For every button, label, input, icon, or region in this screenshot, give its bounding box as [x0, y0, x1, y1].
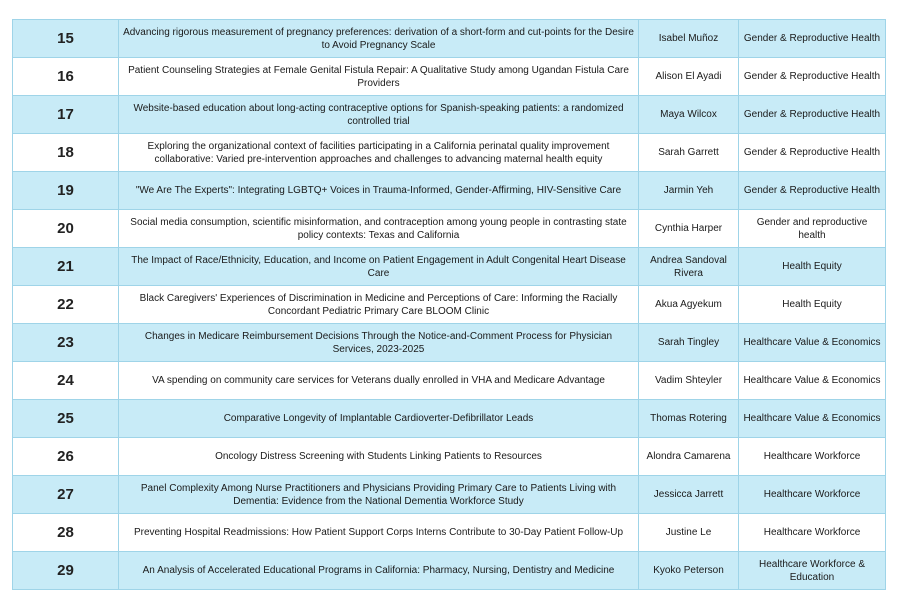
- poster-title: An Analysis of Accelerated Educational Programs in California: Pharmacy, Nursing, Dentistry and Medicine: [119, 552, 639, 590]
- presenter-name: Jarmin Yeh: [639, 172, 739, 210]
- presenter-name: Thomas Rotering: [639, 400, 739, 438]
- table-row: [13, 438, 886, 476]
- presenter-name: Cynthia Harper: [639, 210, 739, 248]
- row-number: 22: [13, 286, 119, 324]
- table-row: [13, 514, 886, 552]
- presenter-name: Alison El Ayadi: [639, 58, 739, 96]
- poster-title: Advancing rigorous measurement of pregnancy preferences: derivation of a short-form and cut-points for the Desire to Avoid Pregnancy Scale: [119, 20, 639, 58]
- category: Gender & Reproductive Health: [739, 96, 886, 134]
- poster-title: Social media consumption, scientific misinformation, and contraception among young people in contrasting state policy contexts: Texas and California: [119, 210, 639, 248]
- category: Gender & Reproductive Health: [739, 134, 886, 172]
- row-number: 21: [13, 248, 119, 286]
- presenter-name: Sarah Garrett: [639, 134, 739, 172]
- presenter-name: Andrea Sandoval Rivera: [639, 248, 739, 286]
- table-row: [13, 210, 886, 248]
- category: Healthcare Value & Economics: [739, 362, 886, 400]
- table-row: [13, 286, 886, 324]
- category: Healthcare Workforce: [739, 438, 886, 476]
- row-number: 28: [13, 514, 119, 552]
- row-number: 19: [13, 172, 119, 210]
- poster-title: Comparative Longevity of Implantable Cardioverter-Defibrillator Leads: [119, 400, 639, 438]
- presenter-name: Jessicca Jarrett: [639, 476, 739, 514]
- table-row: [13, 172, 886, 210]
- table-row: [13, 248, 886, 286]
- row-number: 15: [13, 20, 119, 58]
- poster-title: Patient Counseling Strategies at Female Genital Fistula Repair: A Qualitative Study among Ugandan Fistula Care Providers: [119, 58, 639, 96]
- table-row: [13, 400, 886, 438]
- table-row: [13, 324, 886, 362]
- presenter-name: Vadim Shteyler: [639, 362, 739, 400]
- poster-title: VA spending on community care services for Veterans dually enrolled in VHA and Medicare Advantage: [119, 362, 639, 400]
- presenter-name: Maya Wilcox: [639, 96, 739, 134]
- poster-table: [12, 19, 886, 590]
- poster-title: The Impact of Race/Ethnicity, Education, and Income on Patient Engagement in Adult Congenital Heart Disease Care: [119, 248, 639, 286]
- table-row: [13, 134, 886, 172]
- row-number: 27: [13, 476, 119, 514]
- row-number: 17: [13, 96, 119, 134]
- row-number: 23: [13, 324, 119, 362]
- row-number: 29: [13, 552, 119, 590]
- poster-title: "We Are The Experts": Integrating LGBTQ+ Voices in Trauma-Informed, Gender-Affirming, HIV-Sensitive Care: [119, 172, 639, 210]
- poster-title: Oncology Distress Screening with Students Linking Patients to Resources: [119, 438, 639, 476]
- presenter-name: Sarah Tingley: [639, 324, 739, 362]
- poster-table-container: [12, 19, 885, 590]
- table-row: [13, 476, 886, 514]
- presenter-name: Justine Le: [639, 514, 739, 552]
- row-number: 24: [13, 362, 119, 400]
- row-number: 18: [13, 134, 119, 172]
- row-number: 16: [13, 58, 119, 96]
- category: Gender & Reproductive Health: [739, 58, 886, 96]
- presenter-name: Kyoko Peterson: [639, 552, 739, 590]
- poster-title: Exploring the organizational context of facilities participating in a California perinatal quality improvement collaborative: Varied pre-intervention approaches and challenges to advancing maternal health equity: [119, 134, 639, 172]
- row-number: 20: [13, 210, 119, 248]
- presenter-name: Isabel Muñoz: [639, 20, 739, 58]
- table-row: [13, 58, 886, 96]
- category: Health Equity: [739, 286, 886, 324]
- table-row: [13, 362, 886, 400]
- category: Gender & Reproductive Health: [739, 172, 886, 210]
- category: Healthcare Workforce: [739, 514, 886, 552]
- category: Healthcare Value & Economics: [739, 400, 886, 438]
- row-number: 25: [13, 400, 119, 438]
- poster-title: Website-based education about long-acting contraceptive options for Spanish-speaking patients: a randomized controlled trial: [119, 96, 639, 134]
- category: Gender and reproductive health: [739, 210, 886, 248]
- poster-title: Preventing Hospital Readmissions: How Patient Support Corps Interns Contribute to 30-Day Patient Follow-Up: [119, 514, 639, 552]
- category: Gender & Reproductive Health: [739, 20, 886, 58]
- category: Health Equity: [739, 248, 886, 286]
- table-row: [13, 96, 886, 134]
- poster-title: Black Caregivers' Experiences of Discrimination in Medicine and Perceptions of Care: Informing the Racially Concordant Pediatric Primary Care BLOOM Clinic: [119, 286, 639, 324]
- poster-title: Panel Complexity Among Nurse Practitioners and Physicians Providing Primary Care to Patients Living with Dementia: Evidence from the National Dementia Workforce Study: [119, 476, 639, 514]
- poster-title: Changes in Medicare Reimbursement Decisions Through the Notice-and-Comment Process for Physician Services, 2023-2025: [119, 324, 639, 362]
- table-row: [13, 552, 886, 590]
- row-number: 26: [13, 438, 119, 476]
- presenter-name: Alondra Camarena: [639, 438, 739, 476]
- table-row: [13, 20, 886, 58]
- category: Healthcare Workforce: [739, 476, 886, 514]
- presenter-name: Akua Agyekum: [639, 286, 739, 324]
- category: Healthcare Workforce & Education: [739, 552, 886, 590]
- category: Healthcare Value & Economics: [739, 324, 886, 362]
